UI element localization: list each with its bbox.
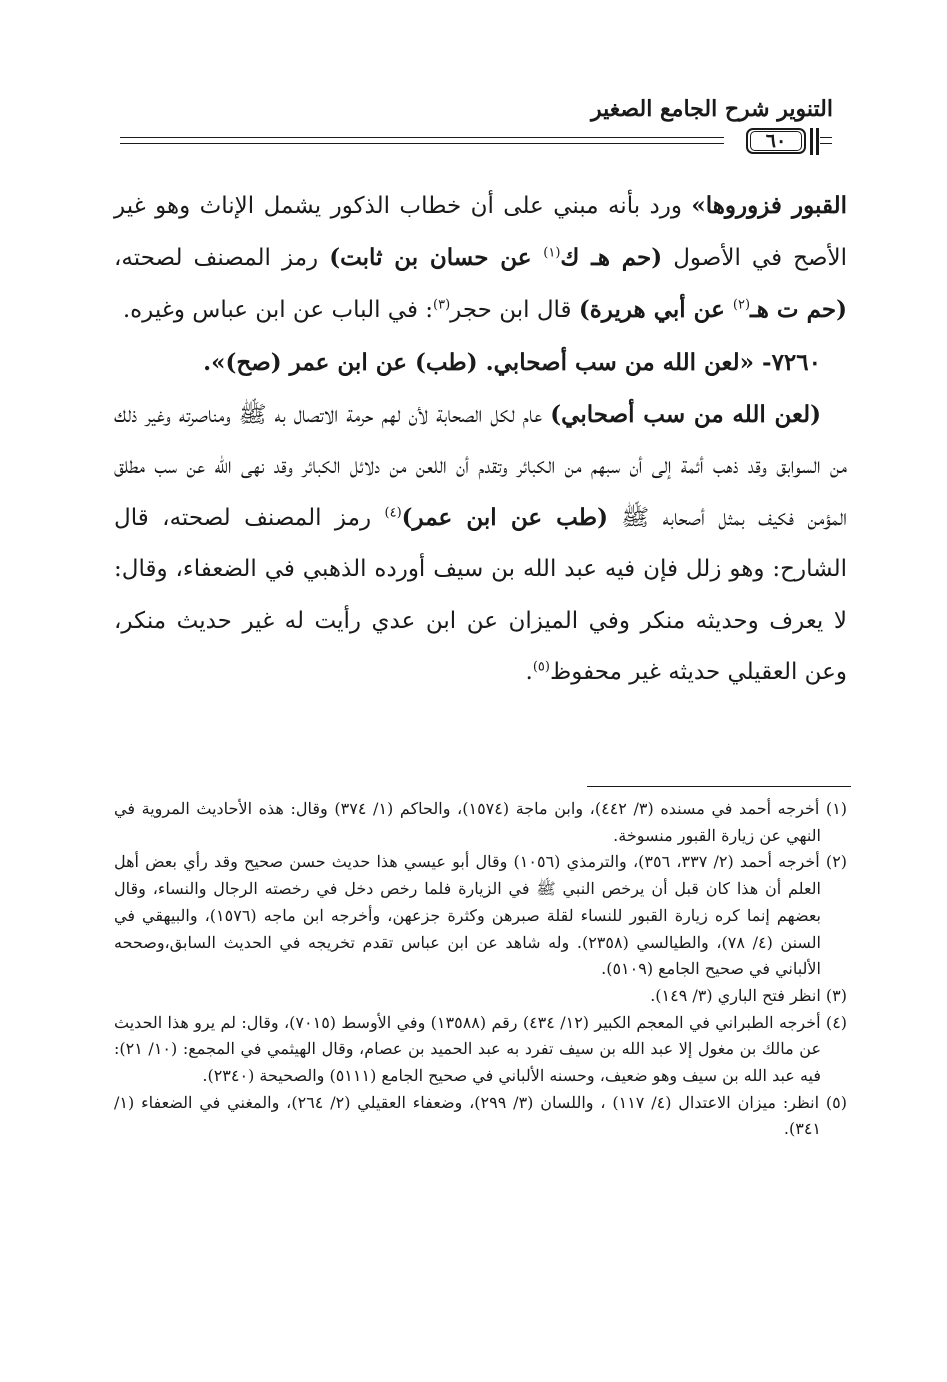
footnote-4: (٤) أخرجه الطبراني في المعجم الكبير (١٢/ ٤٣٤) رقم (١٣٥٨٨) وفي الأوسط (٧٠١٥)، وقال: لم يرو هذا الحديث عن مالك بن مغول إلا عبد الله بن سيف تفرد به عبد الحميد بن عصام، وقال الهيثمي في المجمع: (١٠/ ٢١): فيه عبد الله بن سيف وهو ضعيف، وحسنه الألباني في صحيح الجامع (٥١١١) والصحيحة (٢٣٤٠).	[114, 1012, 848, 1086]
page-number-inner-border	[750, 131, 802, 151]
hadith-text: ٧٢٦٠- «لعن الله من سب أصحابي. (طب) عن ابن عمر (صح)».	[203, 348, 821, 376]
header-ornament-bar	[816, 128, 819, 155]
narrator: عن حسان بن ثابت)	[329, 244, 544, 272]
paragraph-commentary-2: (لعن الله من سب أصحابي) عام لكل الصحابة لأن لهم حرمة الاتصال به ﷺ ومناصرته وغير ذلك من السوابق وقد ذهب أئمة إلى أن سبهم من الكبائر وتقدم أن اللعن من دلائل الكبائر وقد نهى الله عن سب مطلق المؤمن فكيف بمثل أصحابه ﷺ (طب عن ابن عمر)$^{(٤)}$ رمز المصنف لصحته، قال الشارح: وهو زلل فإن فيه عبد الله بن سيف أورده الذهبي في الضعفاء، وقال: لا يعرف وحديثه منكر وفي الميزان عن ابن عدي رأيت له غير حديث منكر، وعن العقيلي حديثه غير محفوظ$^{(٥)}$.	[114, 400, 848, 685]
page-number: ٦٠	[746, 128, 806, 154]
footnote-ref-2[interactable]: (٢)	[732, 297, 751, 313]
source-citation: (حم ت هـ	[750, 296, 847, 324]
header-ornament-bar	[810, 128, 813, 155]
footnote-ref-1[interactable]: (١)	[543, 245, 561, 261]
footnote-ref-5[interactable]: (٥)	[532, 659, 550, 675]
footnote-1: (١) أخرجه أحمد في مسنده (٣/ ٤٤٢)، وابن ماجة (١٥٧٤)، والحاكم (١/ ٣٧٤) وقال: هذه الأحاديث المروية في النهي عن زيارة القبور منسوخة.	[114, 799, 848, 845]
footnote-separator	[587, 786, 851, 787]
header-ornament-dash	[820, 143, 832, 144]
main-text	[114, 180, 847, 698]
quoted-text: القبور فزوروها»	[691, 192, 847, 219]
footnote-ref-3[interactable]: (٣)	[433, 297, 451, 313]
footnote-ref-4[interactable]: (٤)	[384, 505, 402, 521]
source-citation: (طب عن ابن عمر)	[401, 504, 608, 532]
header-ornament-dash	[820, 137, 832, 138]
quoted-text: (لعن الله من سب أصحابي)	[550, 400, 821, 428]
footnote-5: (٥) انظر: ميزان الاعتدال (٤/ ١١٧) ، واللسان (٣/ ٢٩٩)، وضعفاء العقيلي (٢/ ٢٦٤)، والمغني في الضعفاء (١/ ٣٤١).	[114, 1092, 848, 1139]
footnote-3: (٣) انظر فتح الباري (٣/ ١٤٩).	[650, 985, 847, 1005]
footnote-2: (٢) أخرجه أحمد (٢/ ٣٣٧، ٣٥٦)، والترمذي (١٠٥٦) وقال أبو عيسي هذا حديث حسن صحيح وقد رأي بعض أهل العلم أن هذا كان قبل أن يرخص النبي ﷺ في الزيارة فلما رخص دخل في رخصته الرجال والنساء، وقال بعضهم إنما كره زيارة القبور للنساء لقلة صبرهن وكثرة جزعهن، وأخرجه ابن ماجه (١٥٧٦)، والبيهقي في السنن (٤/ ٧٨)، والطيالسي (٢٣٥٨). وله شاهد عن ابن عباس تقدم تخريجه في الحديث السابق،وصححه الألباني في صحيح الجامع (٥١٠٩).	[114, 852, 848, 979]
source-citation: (حم هـ ك	[560, 244, 663, 272]
narrator: عن أبي هريرة)	[578, 296, 733, 324]
running-header-title: التنوير شرح الجامع الصغير	[591, 96, 833, 122]
footnotes	[114, 796, 847, 1143]
paragraph-commentary-1: القبور فزوروها» ورد بأنه مبني على أن خطاب الذكور يشمل الإناث وهو غير الأصح في الأصول (حم هـ ك$^{(١)}$ عن حسان بن ثابت) رمز المصنف لصحته، (حم ت هـ$^{(٢)}$ عن أبي هريرة) قال ابن حجر$^{(٣)}$: في الباب عن ابن عباس وغيره.	[114, 192, 848, 324]
